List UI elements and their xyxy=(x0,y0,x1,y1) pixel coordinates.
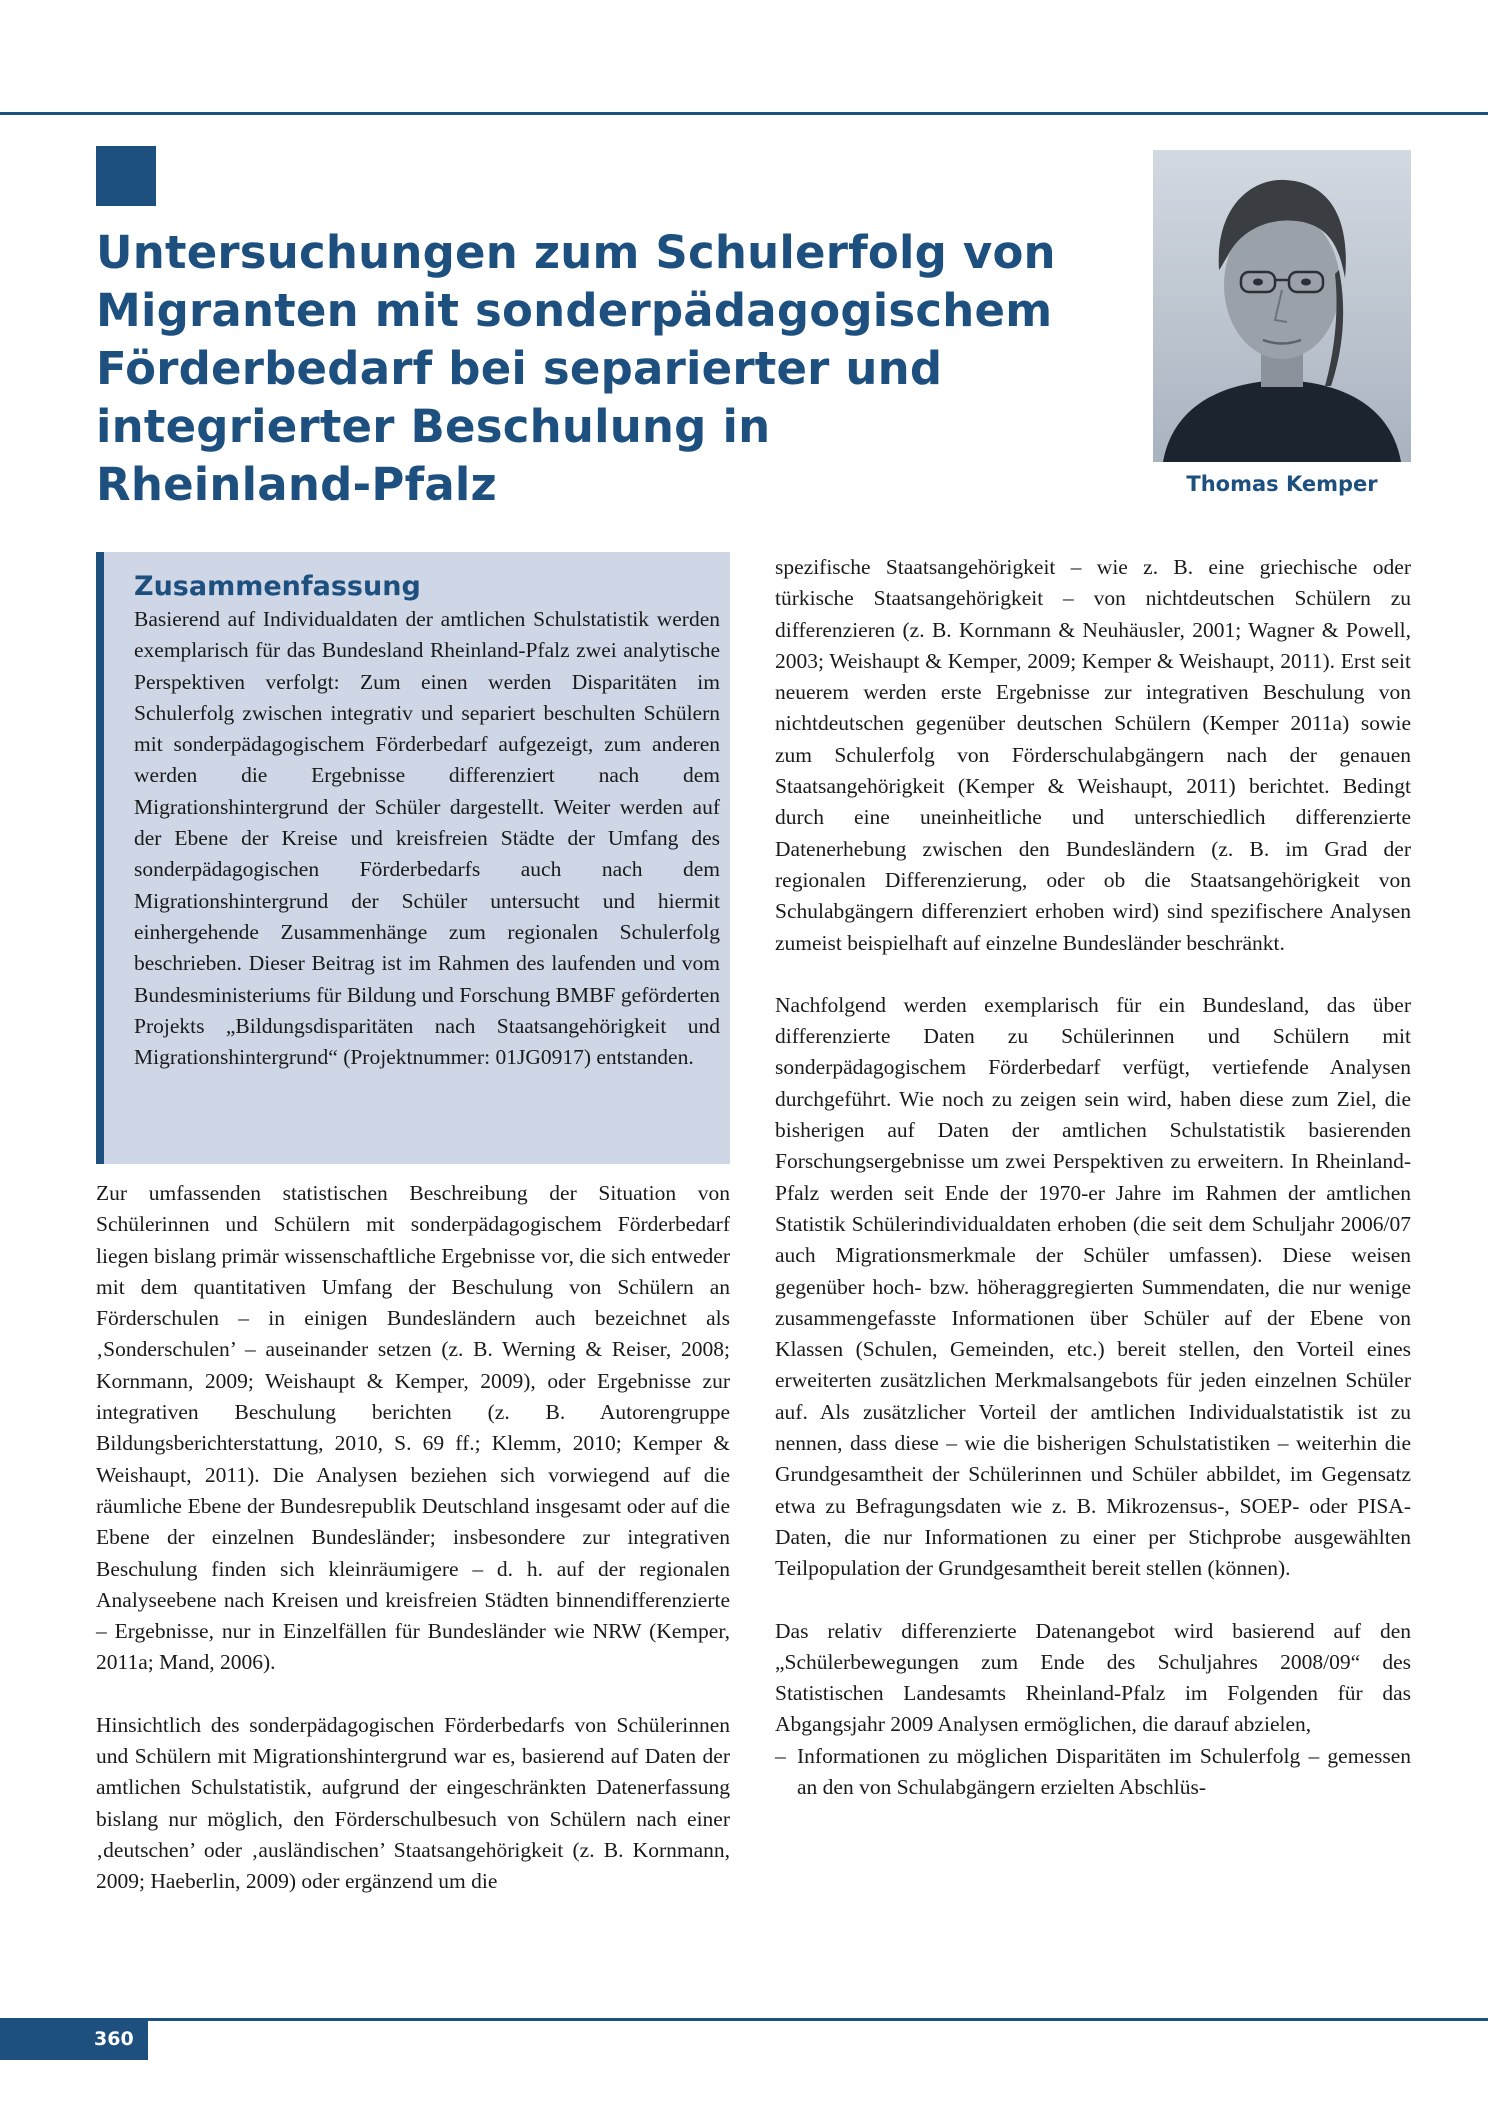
section-marker xyxy=(96,146,156,206)
author-name: Thomas Kemper xyxy=(1186,472,1378,496)
top-rule xyxy=(0,112,1488,115)
paragraph: spezifische Staatsangehörigkeit – wie z. B. eine griechische oder türkische Staatsangehörigkeit – von nichtdeutschen Schülern zu differenzieren (z. B. Kornmann & Neuhäusler, 2001; Wagner & Powell, 2003; Weishaupt & Kemper, 2009; Kemper & Weishaupt, 2011). Erst seit neuerem werden erste Ergebnisse zur integrativen Beschulung von nichtdeutschen gegenüber deutschen Schülern (Kemper 2011a) sowie zum Schulerfolg von Förderschulabgängern nach der genauen Staatsangehörigkeit (Kemper & Weishaupt, 2011) berichtet. Bedingt durch eine uneinheitliche und unterschiedlich differenzierte Datenerhebung zwischen den Bundesländern (z. B. im Grad der regionalen Differenzierung, oder ob die Staatsangehörigkeit von Schulabgängern differenziert erhoben wird) sind spezifischere Analysen zumeist beispielhaft auf einzelne Bundesländer beschränkt. xyxy=(775,555,1411,955)
abstract-heading: Zusammenfassung xyxy=(134,571,421,602)
list-item-text: Informationen zu möglichen Disparitäten im Schulerfolg – gemessen an den von Schulabgängern erzielten Abschlüs- xyxy=(797,1743,1411,1799)
paragraph: Nachfolgend werden exemplarisch für ein Bundesland, das über differenzierte Daten zu Schülerinnen und Schülern mit sonderpädagogischem Förderbedarf verfügt, vertiefende Analysen durchgeführt. Wie noch zu zeigen sein wird, haben diese zum Ziel, die bisherigen auf Daten der amtlichen Schulstatistik basierenden Forschungsergebnisse um zwei Perspektiven zu erweitern. In Rheinland-Pfalz werden seit Ende der 1970-er Jahre im Rahmen der amtlichen Statistik Schülerindividualdaten erhoben (die seit dem Schuljahr 2006/07 auch Migrationsmerkmale der Schüler umfassen). Diese weisen gegenüber hoch- bzw. höheraggregierten Summendaten, die nur wenige zusammengefasste Informationen über Schüler auf der Ebene von Klassen (Schulen, Gemeinden, etc.) bereit stellen, den Vorteil eines erweiterten zusätzlichen Merkmalsangebots für jeden einzelnen Schüler auf. Als zusätzlicher Vorteil der amtlichen Individualstatistik ist zu nennen, dass diese – wie die bisherigen Schulstatistiken – weiterhin die Grundgesamtheit der Schülerinnen und Schüler abbildet, im Gegensatz etwa zu Befragungsdaten wie z. B. Mikrozensus-, SOEP- oder PISA-Daten, die nur Informationen zu einer per Stichprobe ausgewählten Teilpopulation der Grundgesamtheit bereit stellen (können). xyxy=(775,992,1411,1581)
aims-list xyxy=(775,1741,1411,1804)
page-number: 360 xyxy=(94,2028,134,2050)
paragraph: Das relativ differenzierte Datenangebot wird basierend auf den „Schülerbewegungen zum Ende des Schuljahres 2008/09“ des Statistischen Landesamts Rheinland-Pfalz im Folgenden für das Abgangsjahr 2009 Analysen ermöglichen, die darauf abzielen, xyxy=(775,1618,1411,1737)
article-title: Untersuchungen zum Schulerfolg von Migranten mit sonderpädagogischem Förderbedarf bei separierter und integrierter Beschulung in Rheinland-Pfalz xyxy=(96,226,1056,511)
paragraph: Hinsichtlich des sonderpädagogischen Förderbedarfs von Schülerinnen und Schülern mit Migrationshintergrund war es, basierend auf Daten der amtlichen Schulstatistik, aufgrund der eingeschränkten Datenerfassung bislang nur möglich, den Förderschulbesuch von Schülern nach einer ‚deutschen’ oder ‚ausländischen’ Staatsangehörigkeit (z. B. Kornmann, 2009; Haeberlin, 2009) oder ergänzend um die xyxy=(96,1712,730,1894)
paragraph: Zur umfassenden statistischen Beschreibung der Situation von Schülerinnen und Schülern mit sonderpädagogischem Förderbedarf liegen bislang primär wissenschaftliche Ergebnisse vor, die sich entweder mit dem quantitativen Umfang der Beschulung von Schülern an Förderschulen – in einigen Bundesländern auch bezeichnet als ‚Sonderschulen’ – auseinander setzen (z. B. Werning & Reiser, 2008; Kornmann, 2009; Weishaupt & Kemper, 2009), oder Ergebnisse zur integrativen Beschulung berichten (z. B. Autorengruppe Bildungsberichterstattung, 2010, S. 69 ff.; Klemm, 2010; Kemper & Weishaupt, 2011). Die Analysen beziehen sich vorwiegend auf die räumliche Ebene der Bundesrepublik Deutschland insgesamt oder auf die Ebene der einzelnen Bundesländer; insbesondere zur integrativen Beschulung finden sich kleinräumigere – d. h. auf der regionalen Analyseebene nach Kreisen und kreisfreien Städten binnendifferenzierte – Ergebnisse, nur in Einzelfällen für Bundesländer wie NRW (Kemper, 2011a; Mand, 2006). xyxy=(96,1181,730,1675)
right-column xyxy=(775,552,1411,1803)
left-column xyxy=(96,1178,730,1898)
bottom-rule xyxy=(0,2018,1488,2021)
portrait-image xyxy=(1153,150,1411,462)
abstract-text: Basierend auf Individualdaten der amtlichen Schulstatistik werden exemplarisch für das Bundesland Rheinland-Pfalz zwei analytische Perspektiven verfolgt: Zum einen werden Disparitäten im Schulerfolg zwischen integrativ und separiert beschulten Schülern mit sonderpädagogischem Förderbedarf aufgezeigt, zum anderen werden die Ergebnisse differenziert nach dem Migrationshintergrund der Schüler dargestellt. Weiter werden auf der Ebene der Kreise und kreisfreien Städte der Umfang des sonderpädagogischen Förderbedarfs auch nach dem Migrationshintergrund der Schüler untersucht und hiermit einhergehende Zusammenhänge zum regionalen Schulerfolg beschrieben. Dieser Beitrag ist im Rahmen des laufenden und vom Bundesministeriums für Bildung und Forschung BMBF geförderten Projekts „Bildungsdisparitäten nach Staatsangehörigkeit und Migrationshintergrund“ (Projektnummer: 01JG0917) entstanden. xyxy=(134,607,720,1070)
list-marker: – xyxy=(775,1743,786,1768)
author-photo xyxy=(1153,150,1411,462)
list-item xyxy=(775,1741,1411,1804)
abstract-box xyxy=(96,552,730,1164)
